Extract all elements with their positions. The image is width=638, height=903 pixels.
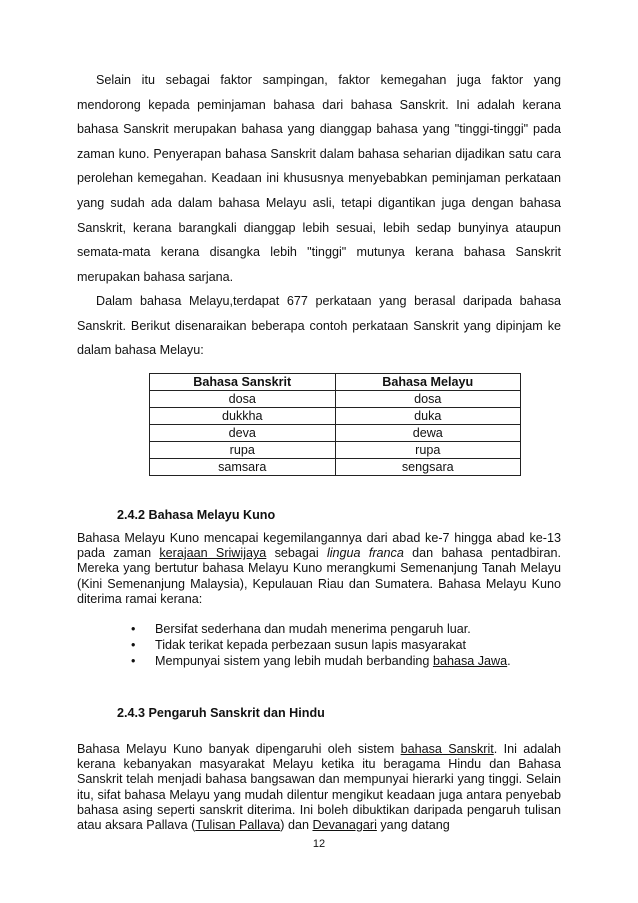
text-span: ) dan [280,818,313,833]
table-cell: dukkha [150,408,336,425]
paragraph-bahasa-melayu-kuno [77,531,561,607]
italic-lingua-franca: lingua franca [326,546,404,561]
bullet-icon: • [131,638,136,652]
table-cell: dosa [335,391,521,408]
table-row [150,408,521,425]
list-item [131,637,511,653]
table-cell: duka [335,408,521,425]
paragraph-kemegahan: Selain itu sebagai faktor sampingan, faktor kemegahan juga faktor yang mendorong kepada peminjaman bahasa dari bahasa Sanskrit. Ini adalah kerana bahasa Sanskrit merupakan bahasa yang dianggap bahasa yang "tinggi-tinggi" pada zaman kuno. Penyerapan bahasa Sanskrit dalam bahasa seharian dijadikan satu cara perolehan kemegahan. Keadaan ini khususnya menyebabkan peminjaman perkataan yang sudah ada dalam bahasa Melayu asli, tetapi digantikan juga dengan bahasa Sanskrit, kerana barangkali dianggap lebih sesuai, lebih sedap bunyinya ataupun semata-mata kerana disangka lebih "tinggi" mutunya kerana bahasa Sanskrit merupakan bahasa sarjana. [77,73,561,284]
page-number: 12 [312,838,326,850]
section-heading-2-4-3: 2.4.3 Pengaruh Sanskrit dan Hindu [117,706,325,720]
link-bahasa-jawa[interactable]: bahasa Jawa [432,654,508,668]
link-kerajaan-sriwijaya[interactable]: kerajaan Sriwijaya [159,546,267,561]
text-span: Bahasa Melayu Kuno mencapai kegemilangannya dari abad ke-7 hingga abad ke-13 pada zaman [77,531,561,561]
section-heading-2-4-2: 2.4.2 Bahasa Melayu Kuno [117,508,276,522]
table-header-sanskrit: Bahasa Sanskrit [150,374,336,391]
text-span: Bahasa Melayu Kuno banyak dipengaruhi oleh sistem [77,742,401,756]
table-row [150,391,521,408]
table-header-melayu: Bahasa Melayu [335,374,521,391]
table-row [150,459,521,476]
paragraph-677-perkataan: Dalam bahasa Melayu,terdapat 677 perkataan yang berasal daripada bahasa Sanskrit. Berikut disenaraikan beberapa contoh perkataan Sanskrit yang dipinjam ke dalam bahasa Melayu: [77,294,561,358]
table-cell: sengsara [335,459,521,476]
table-cell: dosa [150,391,336,408]
text-span: dan bahasa pentadbiran. Mereka yang bertutur bahasa Melayu Kuno merangkumi Semenanjung Tanah Melayu (Kini Semenanjung Malaysia), Kepulauan Riau dan Sumatera. Bahasa Melayu Kuno diterima ramai kerana: [77,546,561,606]
table-cell: samsara [150,459,336,476]
text-span: sebagai [266,546,327,561]
list-item-label: Tidak terikat kepada perbezaan susun lapis masyarakat [155,638,467,652]
list-item [131,653,511,669]
text-span: yang datang [376,818,450,833]
bullet-icon: • [131,654,136,668]
list-item-label: Mempunyai sistem yang lebih mudah berbanding [155,654,433,668]
table-cell: deva [150,425,336,442]
table-cell: dewa [335,425,521,442]
paragraph-pengaruh-sanskrit [77,742,561,833]
bullet-icon: • [131,622,136,636]
table-cell: rupa [335,442,521,459]
link-devanagari[interactable]: Devanagari [312,818,377,833]
bullet-list [131,621,511,669]
table-row [150,425,521,442]
link-bahasa-sanskrit[interactable]: bahasa Sanskrit [400,742,494,756]
link-tulisan-pallava[interactable]: Tulisan Pallava [195,818,281,833]
list-item [131,621,511,637]
table-cell: rupa [150,442,336,459]
table-row [150,442,521,459]
sanskrit-melayu-table [149,373,521,476]
text-span: . [507,654,511,668]
table-header-row [150,374,521,391]
list-item-label: Bersifat sederhana dan mudah menerima pengaruh luar. [155,622,471,636]
text-span: . Ini adalah kerana kebanyakan masyarakat Melayu ketika itu beragama Hindu dan Bahasa Sanskrit telah menjadi bahasa bangsawan dan mempunyai hierarki yang tinggi. Selain itu, sifat bahasa Melayu yang mudah dilentur mengikut keadaan juga antara penyebab bahasa asing seperti sanskrit diterima. Ini boleh dibuktikan daripada pengaruh tulisan atau aksara Pallava ( [77,742,562,833]
